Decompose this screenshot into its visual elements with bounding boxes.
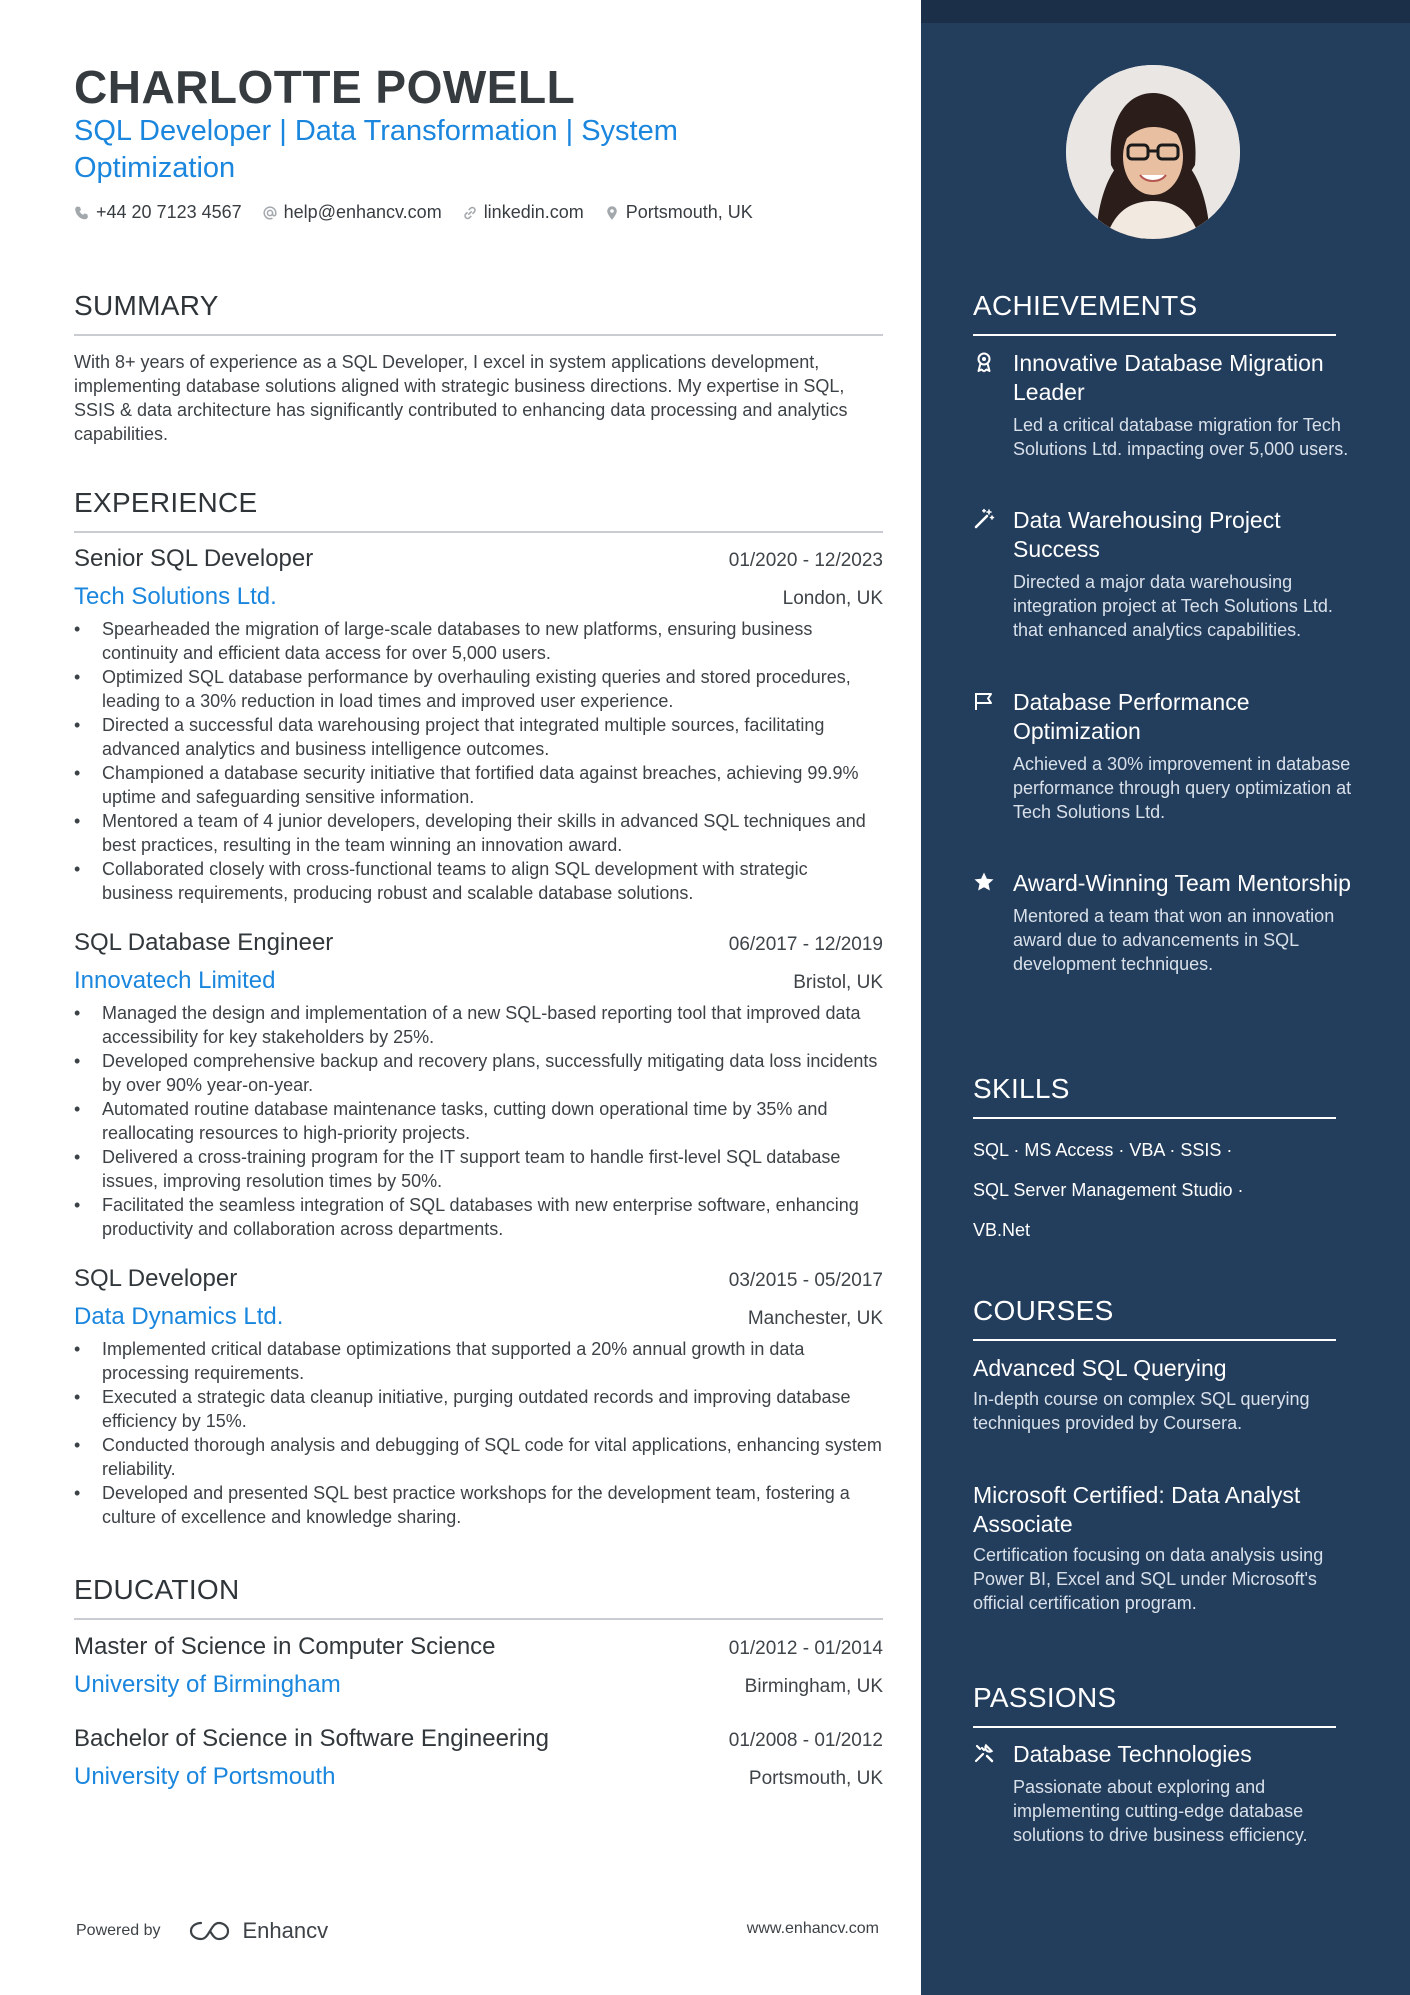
avatar xyxy=(1066,65,1240,239)
candidate-name: CHARLOTTE POWELL xyxy=(74,61,576,113)
job-bullet: • Implemented critical database optimizations that supported a 20% annual growth in data processing requirements. xyxy=(74,1337,883,1385)
job-bullet: • Automated routine database maintenance tasks, cutting down operational time by 35% and reallocating resources to high-priority projects. xyxy=(74,1097,883,1145)
job-bullet: • Developed and presented SQL best practice workshops for the development team, fostering a culture of excellence and knowledge sharing. xyxy=(74,1481,883,1529)
avatar-portrait xyxy=(1066,65,1240,239)
job-location: London, UK xyxy=(782,588,883,609)
achievements-heading: ACHIEVEMENTS xyxy=(973,290,1336,336)
job-bullet: • Championed a database security initiative that fortified data against breaches, achieving 99.9% uptime and safeguarding sensitive information. xyxy=(74,761,883,809)
job-bullet: • Collaborated closely with cross-functional teams to align SQL development with strategic business requirements, producing robust and scalable database solutions. xyxy=(74,857,883,905)
edu-degree: Bachelor of Science in Software Engineering xyxy=(74,1725,549,1752)
job-company[interactable]: Data Dynamics Ltd. xyxy=(74,1303,284,1330)
job-bullet: • Facilitated the seamless integration of SQL databases with new enterprise software, enhancing productivity and collaboration across departments. xyxy=(74,1193,883,1241)
sidebar-top-strip xyxy=(921,0,1410,23)
skills-line: VB.Net xyxy=(973,1220,1031,1240)
link-icon xyxy=(462,205,478,221)
job-bullet: • Delivered a cross-training program for the IT support team to handle first-level SQL database issues, improving resolution times by 50%. xyxy=(74,1145,883,1193)
achievement-desc: Directed a major data warehousing integration project at Tech Solutions Ltd. that enhanced analytics capabilities. xyxy=(1013,572,1333,640)
job-company[interactable]: Tech Solutions Ltd. xyxy=(74,583,277,610)
education-heading: EDUCATION xyxy=(74,1574,883,1620)
achievement-title: Award-Winning Team Mentorship xyxy=(1013,870,1351,896)
achievement-desc: Led a critical database migration for Tech Solutions Ltd. impacting over 5,000 users. xyxy=(1013,415,1349,459)
job-bullet: • Conducted thorough analysis and debugging of SQL code for vital applications, enhancing system reliability. xyxy=(74,1433,883,1481)
summary-text: With 8+ years of experience as a SQL Developer, I excel in system applications development, implementing database solutions aligned with strategic business directions. My expertise in SQL, SSIS & data architecture has significantly contributed to enhancing data processing and analytics capabilities. xyxy=(74,352,848,444)
achievement-title: Database Performance Optimization xyxy=(1013,689,1250,744)
job-role: SQL Developer xyxy=(74,1265,238,1292)
achievement-item xyxy=(973,506,1353,642)
job-bullet: • Directed a successful data warehousing project that integrated multiple sources, facilitating advanced analytics and business intelligence outcomes. xyxy=(74,713,883,761)
job-entry xyxy=(74,929,883,1241)
achievement-item xyxy=(973,349,1353,461)
achievement-desc: Mentored a team that won an innovation award due to advancements in SQL development techniques. xyxy=(1013,906,1335,974)
course-title: Advanced SQL Querying xyxy=(973,1355,1227,1381)
skills-heading: SKILLS xyxy=(973,1073,1336,1119)
course-title: Microsoft Certified: Data Analyst Associate xyxy=(973,1482,1301,1537)
achievement-title: Innovative Database Migration Leader xyxy=(1013,350,1324,405)
education-entry xyxy=(74,1633,883,1699)
job-bullet: • Spearheaded the migration of large-scale databases to new platforms, ensuring business continuity and efficient data access for over 5,000 users. xyxy=(74,617,883,665)
passions-heading: PASSIONS xyxy=(973,1682,1336,1728)
contact-phone xyxy=(74,202,242,223)
course-item xyxy=(973,1481,1353,1615)
magic-wand-icon xyxy=(973,508,997,532)
enhancv-logo[interactable] xyxy=(187,1918,329,1944)
job-entry xyxy=(74,545,883,905)
skills-list xyxy=(973,1130,1353,1250)
passion-item xyxy=(973,1740,1353,1847)
at-icon xyxy=(262,205,278,221)
tools-icon xyxy=(973,1742,997,1766)
course-item xyxy=(973,1354,1353,1435)
achievement-item xyxy=(973,688,1353,824)
skills-line: SQL · MS Access · VBA · SSIS · xyxy=(973,1140,1233,1160)
experience-heading: EXPERIENCE xyxy=(74,487,883,533)
summary-heading: SUMMARY xyxy=(74,290,883,336)
job-bullet: • Developed comprehensive backup and recovery plans, successfully mitigating data loss incidents by over 90% year-on-year. xyxy=(74,1049,883,1097)
contact-location xyxy=(604,202,753,223)
contact-email[interactable] xyxy=(262,202,442,223)
contact-bar xyxy=(74,202,753,223)
skills-line: SQL Server Management Studio · xyxy=(973,1180,1244,1200)
phone-text: +44 20 7123 4567 xyxy=(96,202,242,222)
linkedin-text: linkedin.com xyxy=(483,202,584,222)
job-bullets xyxy=(74,617,883,905)
job-bullet: • Executed a strategic data cleanup initiative, purging outdated records and improving database efficiency by 15%. xyxy=(74,1385,883,1433)
location-text: Portsmouth, UK xyxy=(625,202,753,222)
powered-by-label: Powered by xyxy=(76,1922,161,1939)
edu-degree: Master of Science in Computer Science xyxy=(74,1633,496,1660)
contact-linkedin[interactable] xyxy=(462,202,584,223)
edu-school[interactable]: University of Portsmouth xyxy=(74,1763,336,1790)
job-bullet: • Managed the design and implementation of a new SQL-based reporting tool that improved data accessibility for key stakeholders by 25%. xyxy=(74,1001,883,1049)
job-bullets xyxy=(74,1337,883,1529)
sidebar xyxy=(921,0,1410,1995)
edu-dates: 01/2012 - 01/2014 xyxy=(728,1638,883,1659)
star-icon xyxy=(973,871,997,895)
location-pin-icon xyxy=(604,205,620,221)
enhancv-logo-icon xyxy=(187,1919,233,1943)
job-bullets xyxy=(74,1001,883,1241)
job-dates: 01/2020 - 12/2023 xyxy=(728,550,883,571)
edu-location: Birmingham, UK xyxy=(744,1676,883,1697)
job-entry xyxy=(74,1265,883,1529)
footer-url[interactable]: www.enhancv.com xyxy=(746,1920,879,1937)
email-text: help@enhancv.com xyxy=(283,202,442,222)
edu-location: Portsmouth, UK xyxy=(748,1768,883,1789)
achievement-desc: Achieved a 30% improvement in database performance through query optimization at Tech Solutions Ltd. xyxy=(1013,754,1352,822)
phone-icon xyxy=(74,205,90,221)
edu-dates: 01/2008 - 01/2012 xyxy=(728,1730,883,1751)
education-entry xyxy=(74,1725,883,1791)
footer-powered xyxy=(76,1918,328,1944)
flag-icon xyxy=(973,690,997,714)
passion-title: Database Technologies xyxy=(1013,1741,1252,1767)
job-bullet: • Mentored a team of 4 junior developers, developing their skills in advanced SQL techniques and best practices, resulting in the team winning an innovation award. xyxy=(74,809,883,857)
job-location: Bristol, UK xyxy=(793,972,883,993)
brand-name: Enhancv xyxy=(242,1918,329,1943)
job-company[interactable]: Innovatech Limited xyxy=(74,967,276,994)
candidate-tagline: SQL Developer | Data Transformation | System Optimization xyxy=(74,115,678,184)
edu-school[interactable]: University of Birmingham xyxy=(74,1671,341,1698)
passion-desc: Passionate about exploring and implementing cutting-edge database solutions to drive business efficiency. xyxy=(1013,1777,1308,1845)
course-desc: In-depth course on complex SQL querying techniques provided by Coursera. xyxy=(973,1389,1310,1433)
job-dates: 03/2015 - 05/2017 xyxy=(728,1270,883,1291)
achievement-title: Data Warehousing Project Success xyxy=(1013,507,1281,562)
award-ribbon-icon xyxy=(973,351,997,375)
job-role: SQL Database Engineer xyxy=(74,929,334,956)
course-desc: Certification focusing on data analysis using Power BI, Excel and SQL under Microsoft's official certification program. xyxy=(973,1545,1324,1613)
courses-heading: COURSES xyxy=(973,1295,1336,1341)
job-bullet: • Optimized SQL database performance by overhauling existing queries and stored procedures, leading to a 30% reduction in load times and improved user experience. xyxy=(74,665,883,713)
achievement-item xyxy=(973,869,1353,976)
job-dates: 06/2017 - 12/2019 xyxy=(728,934,883,955)
job-location: Manchester, UK xyxy=(747,1308,883,1329)
job-role: Senior SQL Developer xyxy=(74,545,314,572)
